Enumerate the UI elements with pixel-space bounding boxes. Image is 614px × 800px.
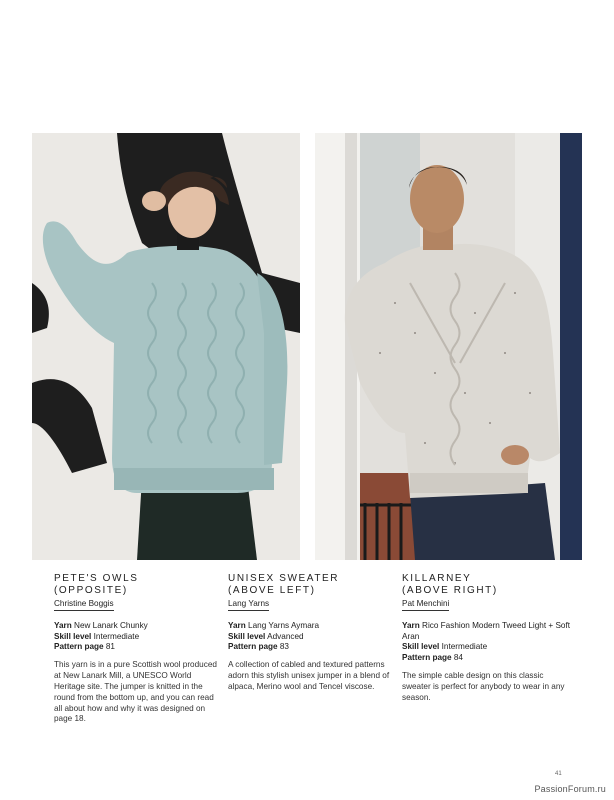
photo-unisex-sweater-image <box>32 133 300 560</box>
page-label: Pattern page <box>54 642 104 652</box>
yarn-row <box>402 621 572 643</box>
page-value: 83 <box>279 642 289 652</box>
pattern-designer: Christine Boggis <box>54 599 114 611</box>
pattern-subtitle: (OPPOSITE) <box>54 585 128 596</box>
skill-row <box>402 642 572 653</box>
pattern-designer: Pat Menchini <box>402 599 449 611</box>
pattern-subtitle: (ABOVE RIGHT) <box>402 585 498 596</box>
pattern-meta <box>402 621 572 664</box>
yarn-value: New Lanark Chunky <box>74 620 148 630</box>
page-row <box>54 642 224 653</box>
page-value: 81 <box>105 642 115 652</box>
photo-killarney-image <box>315 133 582 560</box>
page-label: Pattern page <box>402 653 452 663</box>
page-row <box>402 653 572 664</box>
skill-label: Skill level <box>54 631 92 641</box>
skill-value: Intermediate <box>441 642 488 652</box>
pattern-meta <box>54 621 224 653</box>
yarn-label: Yarn <box>228 620 246 630</box>
page-number: 41 <box>555 771 562 777</box>
photo-killarney <box>315 133 582 560</box>
yarn-label: Yarn <box>402 620 420 630</box>
page-label: Pattern page <box>228 642 278 652</box>
pattern-card-petes-owls <box>54 573 224 725</box>
page-row <box>228 642 398 653</box>
pattern-description: A collection of cabled and textured patterns adorn this stylish unisex jumper in a blend of alpaca, Merino wool and Tencel viscose. <box>228 660 390 691</box>
pattern-card-unisex-sweater <box>228 573 398 693</box>
page-value: 84 <box>453 653 463 663</box>
yarn-label: Yarn <box>54 620 72 630</box>
skill-row <box>228 632 398 643</box>
pattern-description: The simple cable design on this classic sweater is perfect for anybody to wear in any season. <box>402 671 565 702</box>
watermark: PassionForum.ru <box>534 784 606 794</box>
pattern-subtitle: (ABOVE LEFT) <box>228 585 316 596</box>
pattern-meta <box>228 621 398 653</box>
yarn-value: Lang Yarns Aymara <box>248 620 320 630</box>
pattern-designer: Lang Yarns <box>228 599 269 611</box>
skill-label: Skill level <box>228 631 266 641</box>
pattern-title: UNISEX SWEATER <box>228 573 340 584</box>
skill-value: Intermediate <box>93 631 140 641</box>
pattern-card-killarney <box>402 573 572 704</box>
pattern-description: This yarn is in a pure Scottish wool produced at New Lanark Mill, a UNESCO World Heritage site. The jumper is knitted in the round from the bottom up, and you can read all about how and why it was designed on page 18. <box>54 660 217 724</box>
photo-unisex-sweater <box>32 133 300 560</box>
pattern-title: PETE'S OWLS <box>54 573 139 584</box>
yarn-value: Rico Fashion Modern Tweed Light + Soft Aran <box>402 620 571 641</box>
yarn-row <box>54 621 224 632</box>
skill-value: Advanced <box>267 631 304 641</box>
skill-label: Skill level <box>402 642 440 652</box>
skill-row <box>54 632 224 643</box>
pattern-title: KILLARNEY <box>402 573 472 584</box>
yarn-row <box>228 621 398 632</box>
